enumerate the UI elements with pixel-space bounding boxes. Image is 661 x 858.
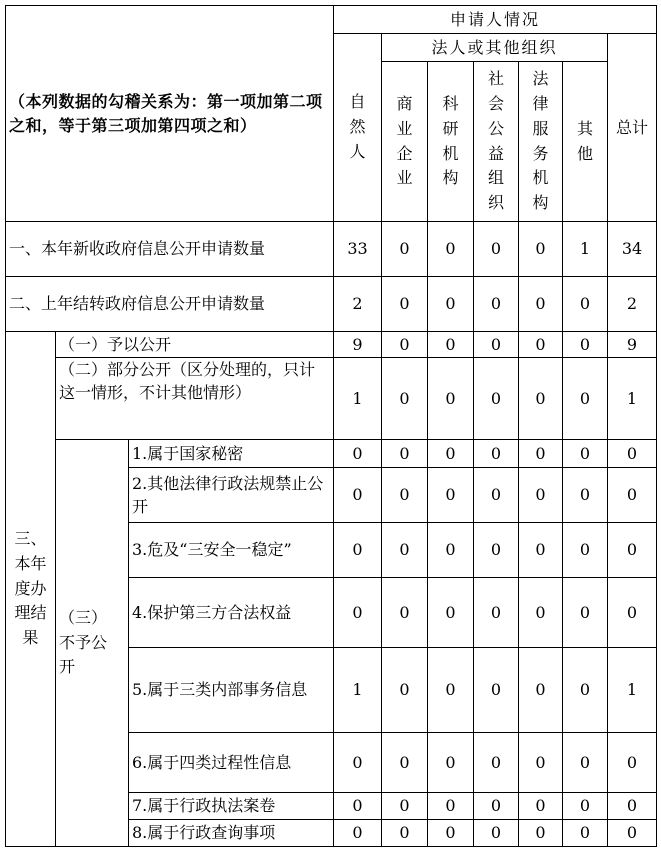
cell-other-org: 0 [563, 440, 608, 468]
cell-natural-person: 2 [334, 277, 382, 332]
cell-legal-service-org: 0 [519, 793, 563, 820]
cell-commercial-enterprise: 0 [382, 440, 428, 468]
cell-research-institution: 0 [428, 332, 474, 358]
cell-total: 0 [608, 468, 657, 523]
cell-research-institution: 0 [428, 733, 474, 793]
row-process-info-label: 6.属于四类过程性信息 [129, 733, 334, 793]
cell-social-welfare-org: 0 [474, 440, 519, 468]
cell-legal-service-org: 0 [519, 277, 563, 332]
cell-commercial-enterprise: 0 [382, 523, 428, 578]
row-carried-over-label: 二、上年结转政府信息公开申请数量 [6, 277, 334, 332]
row-prohibited-by-law-label: 2.其他法律行政法规禁止公开 [129, 468, 334, 523]
cell-commercial-enterprise: 0 [382, 793, 428, 820]
cell-research-institution: 0 [428, 440, 474, 468]
cell-research-institution: 0 [428, 468, 474, 523]
cell-commercial-enterprise: 0 [382, 648, 428, 733]
cell-social-welfare-org: 0 [474, 468, 519, 523]
cell-commercial-enterprise: 0 [382, 358, 428, 440]
row-query-matters-label: 8.属于行政查询事项 [129, 820, 334, 847]
cell-other-org: 0 [563, 277, 608, 332]
cell-total: 0 [608, 578, 657, 648]
table-row [6, 277, 657, 332]
applicant-header: 申请人情况 [334, 6, 657, 34]
research-institution-header: 科 研 机 构 [428, 62, 474, 222]
row-internal-affairs-label: 5.属于三类内部事务信息 [129, 648, 334, 733]
cell-social-welfare-org: 0 [474, 358, 519, 440]
cell-commercial-enterprise: 0 [382, 332, 428, 358]
cell-total: 0 [608, 820, 657, 847]
cell-social-welfare-org: 0 [474, 820, 519, 847]
other-org-header: 其 他 [563, 62, 608, 222]
cell-commercial-enterprise: 0 [382, 733, 428, 793]
row-enforcement-files-label: 7.属于行政执法案卷 [129, 793, 334, 820]
cell-social-welfare-org: 0 [474, 222, 519, 277]
cell-research-institution: 0 [428, 648, 474, 733]
cell-research-institution: 0 [428, 358, 474, 440]
cell-commercial-enterprise: 0 [382, 820, 428, 847]
cell-research-institution: 0 [428, 820, 474, 847]
cell-other-org: 0 [563, 648, 608, 733]
table-row [6, 440, 657, 468]
table-row [6, 222, 657, 277]
legal-service-org-header: 法 律 服 务 机 构 [519, 62, 563, 222]
social-welfare-org-header: 社 会 公 益 组 织 [474, 62, 519, 222]
cell-total: 9 [608, 332, 657, 358]
cell-social-welfare-org: 0 [474, 733, 519, 793]
cell-legal-service-org: 0 [519, 733, 563, 793]
cell-total: 2 [608, 277, 657, 332]
total-header: 总计 [608, 34, 657, 222]
cell-total: 34 [608, 222, 657, 277]
cell-other-org: 0 [563, 332, 608, 358]
cell-other-org: 0 [563, 820, 608, 847]
table-row [6, 332, 657, 358]
corner-note: （本列数据的勾稽关系为：第一项加第二项之和，等于第三项加第四项之和） [6, 6, 334, 222]
cell-social-welfare-org: 0 [474, 332, 519, 358]
row-disclosed-label: （一）予以公开 [56, 332, 334, 358]
cell-research-institution: 0 [428, 523, 474, 578]
section-three-title: 三、 本年 度办 理结 果 [6, 332, 56, 847]
refuse-disclosure-group: （三） 不予公 开 [56, 440, 129, 847]
cell-other-org: 0 [563, 793, 608, 820]
cell-other-org: 0 [563, 523, 608, 578]
cell-legal-service-org: 0 [519, 578, 563, 648]
cell-legal-service-org: 0 [519, 358, 563, 440]
cell-legal-service-org: 0 [519, 468, 563, 523]
cell-legal-service-org: 0 [519, 222, 563, 277]
row-three-securities-label: 3.危及“三安全一稳定” [129, 523, 334, 578]
cell-social-welfare-org: 0 [474, 793, 519, 820]
cell-research-institution: 0 [428, 222, 474, 277]
row-state-secret-label: 1.属于国家秘密 [129, 440, 334, 468]
cell-legal-service-org: 0 [519, 440, 563, 468]
cell-natural-person: 9 [334, 332, 382, 358]
cell-research-institution: 0 [428, 793, 474, 820]
cell-commercial-enterprise: 0 [382, 277, 428, 332]
cell-legal-service-org: 0 [519, 523, 563, 578]
cell-natural-person: 0 [334, 523, 382, 578]
cell-legal-service-org: 0 [519, 648, 563, 733]
cell-total: 0 [608, 440, 657, 468]
row-new-applications-label: 一、本年新收政府信息公开申请数量 [6, 222, 334, 277]
cell-other-org: 0 [563, 578, 608, 648]
cell-natural-person: 33 [334, 222, 382, 277]
cell-legal-service-org: 0 [519, 820, 563, 847]
cell-other-org: 0 [563, 358, 608, 440]
cell-legal-service-org: 0 [519, 332, 563, 358]
cell-natural-person: 0 [334, 733, 382, 793]
cell-total: 1 [608, 358, 657, 440]
cell-other-org: 0 [563, 733, 608, 793]
cell-total: 1 [608, 648, 657, 733]
legal-entity-header: 法人或其他组织 [382, 34, 608, 62]
cell-social-welfare-org: 0 [474, 523, 519, 578]
cell-research-institution: 0 [428, 277, 474, 332]
cell-social-welfare-org: 0 [474, 277, 519, 332]
cell-research-institution: 0 [428, 578, 474, 648]
natural-person-header: 自 然 人 [334, 34, 382, 222]
cell-commercial-enterprise: 0 [382, 222, 428, 277]
cell-other-org: 0 [563, 468, 608, 523]
cell-natural-person: 1 [334, 358, 382, 440]
table-row [6, 358, 657, 440]
cell-social-welfare-org: 0 [474, 648, 519, 733]
cell-natural-person: 0 [334, 468, 382, 523]
cell-total: 0 [608, 523, 657, 578]
cell-social-welfare-org: 0 [474, 578, 519, 648]
statistics-table [5, 5, 657, 847]
cell-total: 0 [608, 793, 657, 820]
row-partially-disclosed-label: （二）部分公开（区分处理的，只计这一情形，不计其他情形） [56, 358, 334, 440]
cell-commercial-enterprise: 0 [382, 578, 428, 648]
row-third-party-rights-label: 4.保护第三方合法权益 [129, 578, 334, 648]
cell-other-org: 1 [563, 222, 608, 277]
cell-natural-person: 0 [334, 578, 382, 648]
cell-natural-person: 0 [334, 440, 382, 468]
commercial-enterprise-header: 商 业 企 业 [382, 62, 428, 222]
cell-natural-person: 0 [334, 793, 382, 820]
cell-commercial-enterprise: 0 [382, 468, 428, 523]
cell-natural-person: 1 [334, 648, 382, 733]
cell-total: 0 [608, 733, 657, 793]
cell-natural-person: 0 [334, 820, 382, 847]
